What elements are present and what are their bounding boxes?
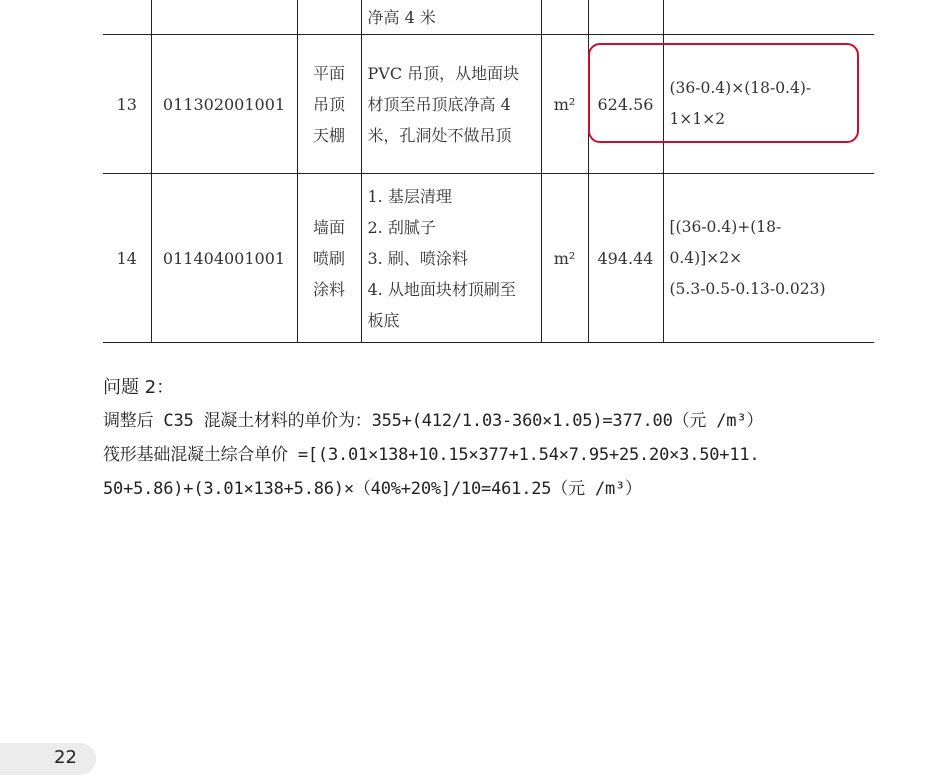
calculation-line: (36-0.4)×(18-0.4)- (669, 79, 812, 97)
item-description-cell (361, 174, 541, 343)
calculation-cell (663, 174, 874, 343)
page-number: 22 (54, 747, 77, 768)
calculation-line: (5.3-0.5-0.13-0.023) (669, 279, 826, 298)
table-row (103, 174, 874, 343)
item-name-line: 吊顶 (312, 94, 345, 114)
item-name-line: 墙面 (312, 217, 345, 237)
calculation-line: [(36-0.4)+(18- (669, 217, 782, 236)
item-name-line: 天棚 (312, 125, 345, 145)
item-description-line: 4. 从地面块材顶刷至 (367, 279, 516, 299)
item-code-cell (151, 0, 297, 35)
item-description-cell (361, 0, 541, 35)
item-description-line: 板底 (367, 310, 400, 330)
question-2-section (103, 372, 883, 506)
page-number-tab (0, 743, 96, 775)
item-description-line: 材顶至吊顶底净高 4 (367, 94, 511, 114)
question-heading: 问题 2： (103, 377, 175, 398)
unit-cell: m² (541, 174, 588, 343)
quantity-cell: 494.44 (588, 174, 663, 343)
item-name-cell (297, 35, 361, 174)
item-description-cell (361, 35, 541, 174)
item-name-line: 喷刷 (312, 248, 345, 268)
unit-cell: m² (541, 35, 588, 174)
item-name-cell (297, 174, 361, 343)
concrete-price-line: 调整后 C35 混凝土材料的单价为：355+(412/1.03-360×1.05)=377.00（元 /m³） (103, 411, 764, 431)
table-row (103, 0, 874, 35)
quantity-cell (588, 0, 663, 35)
item-description-line: 米，孔洞处不做吊顶 (367, 125, 512, 145)
row-number-cell: 14 (103, 174, 151, 343)
item-description-line: 3. 刷、喷涂料 (367, 248, 468, 268)
item-code-cell: 011302001001 (151, 35, 297, 174)
calculation-line: 1×1×2 (669, 110, 726, 128)
row-number-cell: 13 (103, 35, 151, 174)
item-description-line: 净高 4 米 (367, 8, 436, 27)
row-number-cell (103, 0, 151, 35)
unit-cell (541, 0, 588, 35)
item-name-line: 涂料 (312, 279, 345, 299)
quantity-cell: 624.56 (588, 35, 663, 174)
unit-price-line-2: 50+5.86)+(3.01×138+5.86)×（40%+20%]/10=461.25（元 /m³） (103, 479, 642, 499)
item-name-line: 平面 (312, 63, 345, 83)
highlight-box (588, 43, 859, 143)
unit-price-line-1: 筏形基础混凝土综合单价 =[(3.01×138+10.15×377+1.54×7.95+25.20×3.50+11. (103, 445, 760, 465)
calculation-line: 0.4)]×2× (669, 248, 743, 267)
item-name-cell (297, 0, 361, 35)
calculation-cell (663, 0, 874, 35)
item-description-line: PVC 吊顶，从地面块 (367, 63, 520, 83)
item-description-line: 1. 基层清理 (367, 186, 452, 206)
item-code-cell: 011404001001 (151, 174, 297, 343)
item-description-line: 2. 刮腻子 (367, 217, 436, 237)
